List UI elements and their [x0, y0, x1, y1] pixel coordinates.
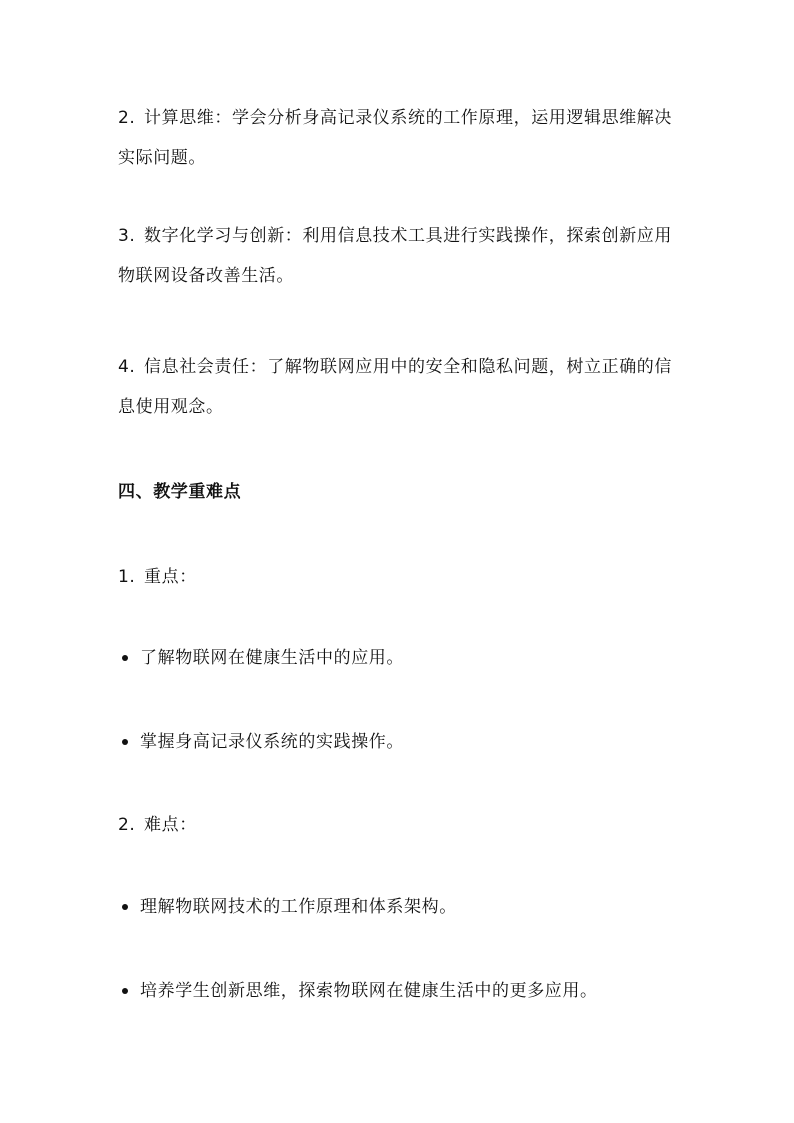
list-item-text: 掌握身高记录仪系统的实践操作。	[140, 732, 404, 752]
list-item-text: 了解物联网在健康生活中的应用。	[140, 648, 404, 668]
key-points-title: 重点：	[144, 567, 197, 587]
bullet-icon	[122, 739, 128, 745]
difficulties-title: 难点：	[144, 815, 197, 835]
goal-text: 数字化学习与创新：利用信息技术工具进行实践操作，探索创新应用物联网设备改善生活。	[118, 226, 672, 286]
difficulties-label	[118, 813, 197, 837]
bullet-icon	[122, 655, 128, 661]
section-heading: 四、教学重难点	[118, 482, 242, 502]
list-item	[118, 895, 457, 919]
goal-item-2	[118, 98, 678, 178]
bullet-icon	[122, 904, 128, 910]
goal-number: 4.	[118, 357, 136, 377]
bullet-icon	[122, 988, 128, 994]
goal-number: 3.	[118, 226, 136, 246]
goal-text: 信息社会责任：了解物联网应用中的安全和隐私问题，树立正确的信息使用观念。	[118, 357, 672, 417]
goal-item-3	[118, 216, 678, 296]
list-item	[118, 646, 404, 670]
list-item-text: 理解物联网技术的工作原理和体系架构。	[140, 897, 457, 917]
key-points-label	[118, 565, 197, 589]
goal-text: 计算思维：学会分析身高记录仪系统的工作原理，运用逻辑思维解决实际问题。	[118, 108, 672, 168]
list-item	[118, 730, 404, 754]
difficulties-number: 2.	[118, 815, 136, 835]
goal-item-4	[118, 347, 678, 427]
goal-number: 2.	[118, 108, 136, 128]
list-item-text: 培养学生创新思维，探索物联网在健康生活中的更多应用。	[140, 981, 598, 1001]
list-item	[118, 979, 598, 1003]
key-points-number: 1.	[118, 567, 136, 587]
